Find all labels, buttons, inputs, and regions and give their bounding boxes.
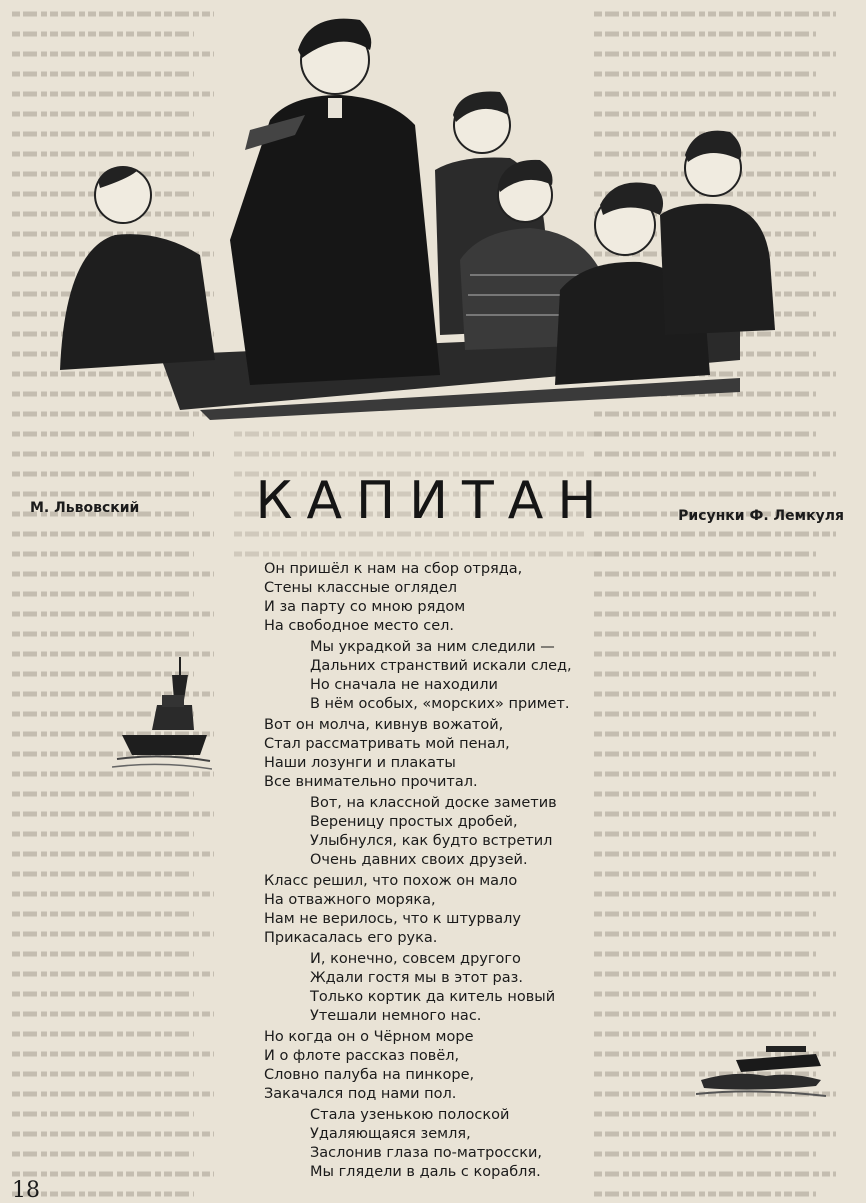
poem-line: Прикасалась его рука. [264,930,438,946]
poem-line: В нём особых, «морских» примет. [310,696,570,712]
poem-line: Но когда он о Чёрном море [264,1029,474,1045]
poem-line: Стены классные оглядел [264,580,458,596]
stanza-2 [310,638,572,714]
poem-line: Вот он молча, кивнув вожатой, [264,717,504,733]
stanza-8 [310,1106,542,1182]
poem-line: Заслонив глаза по-матросски, [310,1145,542,1161]
illustrator-credit: Рисунки Ф. Лемкуля [678,508,844,524]
stanza-3 [264,716,510,792]
poem-line: Улыбнулся, как будто встретил [310,833,553,849]
poem-line: Дальних странствий искали след, [310,658,572,674]
poem-line: Утешали немного нас. [310,1008,482,1024]
motorboat-sketch [696,1040,826,1100]
poem-line: Очень давних своих друзей. [310,852,528,868]
poem-line: Мы украдкой за ним следили — [310,639,555,655]
poem-line: Вот, на классной доске заметив [310,795,557,811]
poem-author: М. Львовский [30,500,140,516]
poem-line: И, конечно, совсем другого [310,951,521,967]
poem-line: Закачался под нами пол. [264,1086,457,1102]
stanza-7 [264,1028,474,1104]
page-number: 18 [12,1178,40,1203]
poem-line: Но сначала не находили [310,677,498,693]
poem-line: Он пришёл к нам на сбор отряда, [264,561,523,577]
poem-line: Только кортик да китель новый [310,989,556,1005]
poem-line: Все внимательно прочитал. [264,774,478,790]
poem-line: На отважного моряка, [264,892,436,908]
stanza-6 [310,950,555,1026]
poem-line: Стал рассматривать мой пенал, [264,736,510,752]
poem-line: И о флоте рассказ повёл, [264,1048,460,1064]
poem-title: КАПИТАН [255,470,611,531]
poem-line: Стала узенькою полоской [310,1107,510,1123]
captain-with-pioneers-illustration [40,0,780,425]
poem-line: Словно палуба на пинкоре, [264,1067,475,1083]
stanza-4 [310,794,557,870]
poem-line: Ждали гостя мы в этот раз. [310,970,523,986]
poem-line: Нам не верилось, что к штурвалу [264,911,521,927]
poem-line: И за парту со мною рядом [264,599,466,615]
poem-line: Вереницу простых дробей, [310,814,518,830]
battleship-sketch [112,655,212,775]
poem-line: Удаляющаяся земля, [310,1126,471,1142]
poem-line: Наши лозунги и плакаты [264,755,456,771]
poem-line: Мы глядели в даль с корабля. [310,1164,541,1180]
stanza-5 [264,872,521,948]
poem-line: Класс решил, что похож он мало [264,873,518,889]
stanza-1 [264,560,522,636]
poem-line: На свободное место сел. [264,618,455,634]
